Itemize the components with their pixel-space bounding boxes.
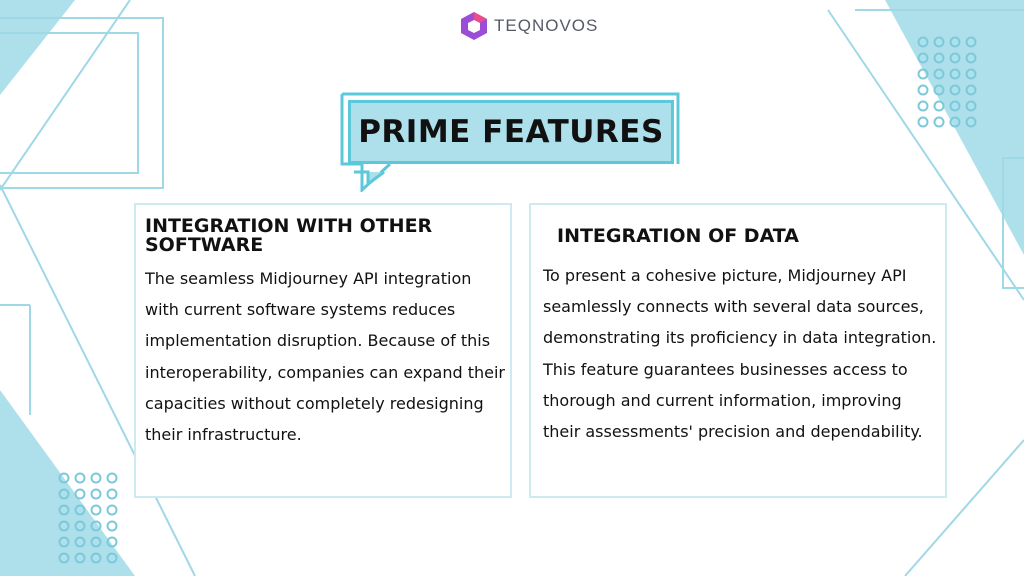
decorative-dot [919,86,928,95]
decorative-dot [92,490,101,499]
decorative-dot [935,102,944,111]
card-heading: INTEGRATION WITH OTHER SOFTWARE [145,215,433,256]
decorative-dot [108,506,117,515]
hexagon-logo-icon [460,11,488,41]
decorative-dot [76,490,85,499]
title-callout [340,92,680,192]
brand-name: TEQNOVOS [494,16,599,35]
decorative-dot [108,474,117,483]
decorative-dot [108,490,117,499]
card-heading: INTEGRATION OF DATA [557,225,799,247]
decorative-dot [92,506,101,515]
feature-card-software [134,203,512,498]
page-title: PRIME FEATURES [358,114,664,150]
decorative-dot [919,118,928,127]
decorative-dot [108,522,117,531]
card-body: The seamless Midjourney API integration with current software systems reduces implementation disruption. Because of this interoperability, companies can expand their capacities without completely redesigning their infrastructure. [145,269,505,445]
decorative-dot [919,102,928,111]
feature-card-data [529,203,947,498]
decorative-dot [76,474,85,483]
brand-logo [460,10,598,42]
decorative-dot [935,118,944,127]
decorative-dot [92,474,101,483]
card-body: To present a cohesive picture, Midjourney API seamlessly connects with several data sources, demonstrating its proficiency in data integration. This feature guarantees businesses access to thorough and current information, improving their assessments' precision and dependability. [543,266,937,442]
